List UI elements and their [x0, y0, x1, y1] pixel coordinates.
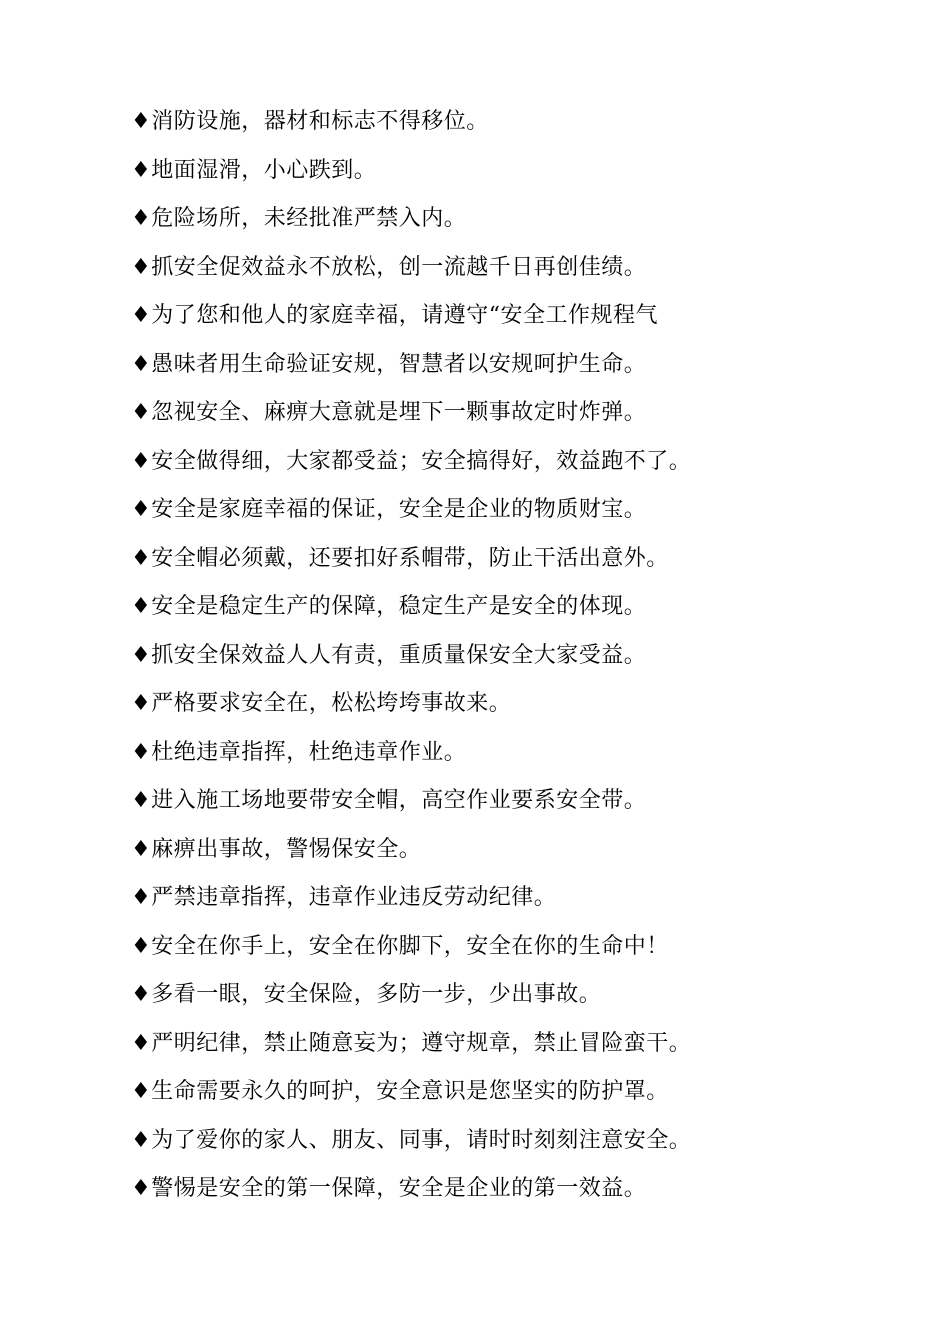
slogan-line: ♦进入施工场地要带安全帽，高空作业要系安全带。 [131, 788, 647, 813]
slogan-line: ♦地面湿滑，小心跌到。 [131, 157, 377, 183]
slogan-line: ♦安全帽必须戴，还要扣好系帽带，防止干活出意外。 [131, 545, 669, 571]
slogan-line: ♦安全做得细，大家都受益；安全搞得好，效益跑不了。 [131, 448, 692, 474]
slogan-line: ♦严格要求安全在，松松垮垮事故来。 [131, 691, 512, 716]
slogan-line: ♦安全在你手上，安全在你脚下，安全在你的生命中！ [131, 933, 669, 959]
slogan-line: ♦愚味者用生命验证安规，智慧者以安规呵护生命。 [131, 351, 647, 377]
slogan-line: ♦为了爱你的家人、朋友、同事，请时时刻刻注意安全。 [131, 1127, 692, 1153]
slogan-line: ♦杜绝违章指挥，杜绝违章作业。 [131, 739, 467, 765]
slogan-line: ♦严禁违章指挥，违章作业违反劳动纪律。 [131, 885, 557, 910]
slogan-line: ♦生命需要永久的呵护，安全意识是您坚实的防护罩。 [131, 1079, 669, 1104]
slogan-line: ♦多看一眼，安全保险，多防一步，少出事故。 [131, 982, 602, 1007]
slogan-line: ♦抓安全促效益永不放松，创一流越千日再创佳绩。 [131, 254, 647, 280]
slogan-line: ♦危险场所，未经批准严禁入内。 [131, 206, 467, 231]
slogan-line: ♦麻痹出事故，警惕保安全。 [131, 836, 422, 862]
slogan-line: ♦安全是家庭幸福的保证，安全是企业的物质财宝。 [131, 497, 647, 522]
slogan-line: ♦抓安全保效益人人有责，重质量保安全大家受益。 [131, 642, 647, 668]
slogan-line: ♦安全是稳定生产的保障，稳定生产是安全的体现。 [131, 594, 647, 619]
slogan-line: ♦消防设施，器材和标志不得移位。 [131, 109, 489, 134]
slogan-list [131, 98, 891, 1214]
slogan-line: ♦警惕是安全的第一保障，安全是企业的第一效益。 [131, 1176, 647, 1201]
slogan-line: ♦严明纪律，禁止随意妄为；遵守规章，禁止冒险蛮干。 [131, 1030, 692, 1056]
slogan-line: ♦忽视安全、麻痹大意就是埋下一颗事故定时炸弹。 [131, 400, 647, 425]
slogan-line: ♦为了您和他人的家庭幸福，请遵守“安全工作规程气 [131, 303, 658, 328]
